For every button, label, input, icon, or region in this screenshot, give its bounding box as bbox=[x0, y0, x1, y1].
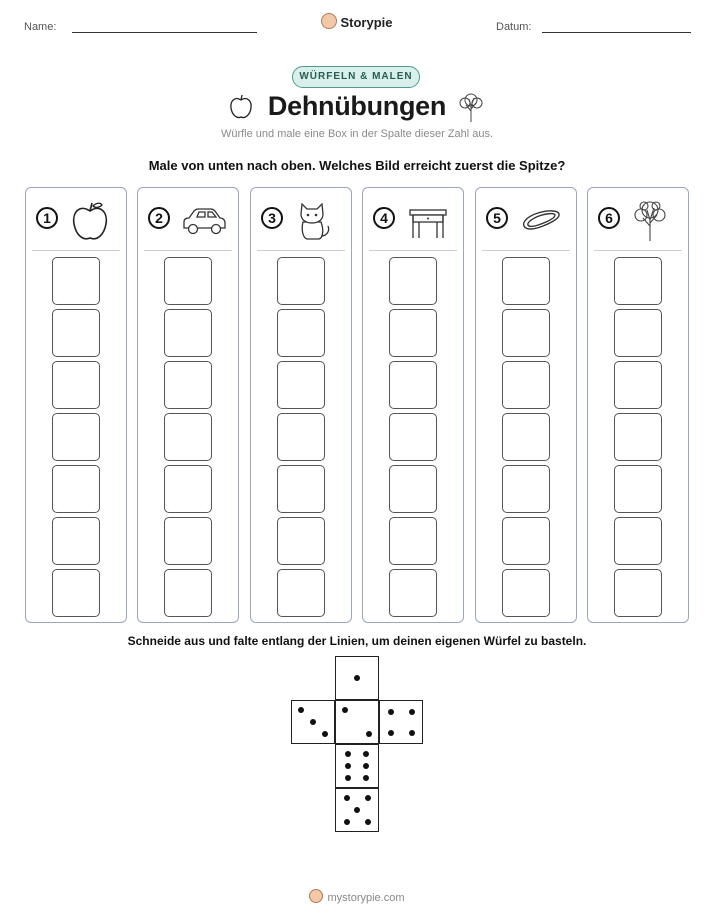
tree-icon bbox=[630, 198, 670, 242]
die-pip bbox=[342, 707, 348, 713]
die-pip bbox=[363, 775, 369, 781]
rubber-band-icon bbox=[518, 198, 564, 242]
column-number: 1 bbox=[36, 207, 58, 229]
die-pip bbox=[409, 730, 415, 736]
column-divider bbox=[369, 250, 457, 251]
subtitle: Würfle und male eine Box in der Spalte dieser Zahl aus. bbox=[220, 128, 494, 140]
activity-badge: WÜRFELN & MALEN bbox=[292, 66, 420, 88]
brand-logo bbox=[0, 13, 714, 30]
paint-box[interactable] bbox=[389, 361, 437, 409]
die-face-2 bbox=[335, 700, 379, 744]
die-pip bbox=[363, 751, 369, 757]
paint-box[interactable] bbox=[277, 413, 325, 461]
die-pip bbox=[388, 730, 394, 736]
column-number: 6 bbox=[598, 207, 620, 229]
paint-box[interactable] bbox=[164, 569, 212, 617]
cut-instruction: Schneide aus und falte entlang der Linien, um deinen eigenen Würfel zu basteln. bbox=[127, 634, 587, 648]
paint-box[interactable] bbox=[389, 569, 437, 617]
paint-box[interactable] bbox=[52, 413, 100, 461]
paint-box[interactable] bbox=[277, 257, 325, 305]
column-3 bbox=[250, 187, 352, 623]
die-pip bbox=[345, 775, 351, 781]
paint-box[interactable] bbox=[164, 361, 212, 409]
paint-box[interactable] bbox=[614, 257, 662, 305]
die-pip bbox=[363, 763, 369, 769]
instruction: Male von unten nach oben. Welches Bild erreicht zuerst die Spitze? bbox=[148, 158, 566, 173]
tree-icon bbox=[457, 91, 485, 123]
desk-icon bbox=[405, 198, 451, 242]
column-4 bbox=[362, 187, 464, 623]
paint-box[interactable] bbox=[502, 257, 550, 305]
paint-box[interactable] bbox=[164, 257, 212, 305]
paint-box[interactable] bbox=[164, 413, 212, 461]
die-pip bbox=[365, 819, 371, 825]
die-pip bbox=[310, 719, 316, 725]
date-label: Datum: bbox=[496, 21, 532, 33]
paint-box[interactable] bbox=[52, 257, 100, 305]
column-2 bbox=[137, 187, 239, 623]
footer bbox=[0, 889, 714, 904]
die-pip bbox=[345, 751, 351, 757]
paint-box[interactable] bbox=[502, 361, 550, 409]
apple-icon bbox=[68, 198, 112, 242]
paint-box[interactable] bbox=[52, 309, 100, 357]
paint-box[interactable] bbox=[277, 361, 325, 409]
die-pip bbox=[345, 763, 351, 769]
paint-box[interactable] bbox=[389, 465, 437, 513]
paint-box[interactable] bbox=[614, 413, 662, 461]
page-title: Dehnübungen bbox=[267, 91, 447, 121]
storypie-logo-icon bbox=[321, 13, 337, 29]
paint-box[interactable] bbox=[389, 309, 437, 357]
paint-box[interactable] bbox=[52, 569, 100, 617]
die-pip bbox=[344, 819, 350, 825]
column-divider bbox=[594, 250, 682, 251]
column-number: 2 bbox=[148, 207, 170, 229]
column-divider bbox=[32, 250, 120, 251]
name-line[interactable] bbox=[72, 32, 257, 33]
storypie-logo-icon bbox=[309, 889, 323, 903]
die-pip bbox=[388, 709, 394, 715]
column-5 bbox=[475, 187, 577, 623]
paint-box[interactable] bbox=[389, 517, 437, 565]
column-divider bbox=[257, 250, 345, 251]
column-number: 4 bbox=[373, 207, 395, 229]
paint-box[interactable] bbox=[502, 309, 550, 357]
paint-box[interactable] bbox=[277, 517, 325, 565]
paint-box[interactable] bbox=[502, 413, 550, 461]
paint-box[interactable] bbox=[502, 517, 550, 565]
die-pip bbox=[365, 795, 371, 801]
die-face-4 bbox=[379, 700, 423, 744]
die-pip bbox=[409, 709, 415, 715]
paint-box[interactable] bbox=[389, 257, 437, 305]
column-divider bbox=[144, 250, 232, 251]
paint-box[interactable] bbox=[502, 465, 550, 513]
die-face-6 bbox=[335, 744, 379, 788]
column-number: 3 bbox=[261, 207, 283, 229]
brand-name: Storypie bbox=[340, 15, 393, 30]
paint-box[interactable] bbox=[614, 569, 662, 617]
die-pip bbox=[298, 707, 304, 713]
paint-box[interactable] bbox=[52, 465, 100, 513]
die-pip bbox=[344, 795, 350, 801]
paint-box[interactable] bbox=[277, 465, 325, 513]
die-pip bbox=[354, 675, 360, 681]
cat-icon bbox=[293, 198, 333, 242]
paint-box[interactable] bbox=[164, 465, 212, 513]
paint-box[interactable] bbox=[614, 309, 662, 357]
paint-box[interactable] bbox=[52, 517, 100, 565]
paint-box[interactable] bbox=[164, 517, 212, 565]
paint-box[interactable] bbox=[614, 465, 662, 513]
paint-box[interactable] bbox=[614, 517, 662, 565]
date-line[interactable] bbox=[542, 32, 691, 33]
paint-box[interactable] bbox=[277, 309, 325, 357]
die-pip bbox=[322, 731, 328, 737]
paint-box[interactable] bbox=[614, 361, 662, 409]
paint-box[interactable] bbox=[52, 361, 100, 409]
paint-box[interactable] bbox=[277, 569, 325, 617]
name-label: Name: bbox=[24, 21, 57, 33]
column-number: 5 bbox=[486, 207, 508, 229]
paint-box[interactable] bbox=[164, 309, 212, 357]
car-icon bbox=[180, 198, 228, 242]
paint-box[interactable] bbox=[389, 413, 437, 461]
column-divider bbox=[482, 250, 570, 251]
apple-icon bbox=[229, 92, 253, 120]
die-pip bbox=[366, 731, 372, 737]
column-6 bbox=[587, 187, 689, 623]
footer-url[interactable]: mystorypie.com bbox=[327, 892, 405, 904]
die-pip bbox=[354, 807, 360, 813]
die-face-1 bbox=[335, 656, 379, 700]
column-1 bbox=[25, 187, 127, 623]
die-face-5 bbox=[335, 788, 379, 832]
die-face-3 bbox=[291, 700, 335, 744]
paint-box[interactable] bbox=[502, 569, 550, 617]
